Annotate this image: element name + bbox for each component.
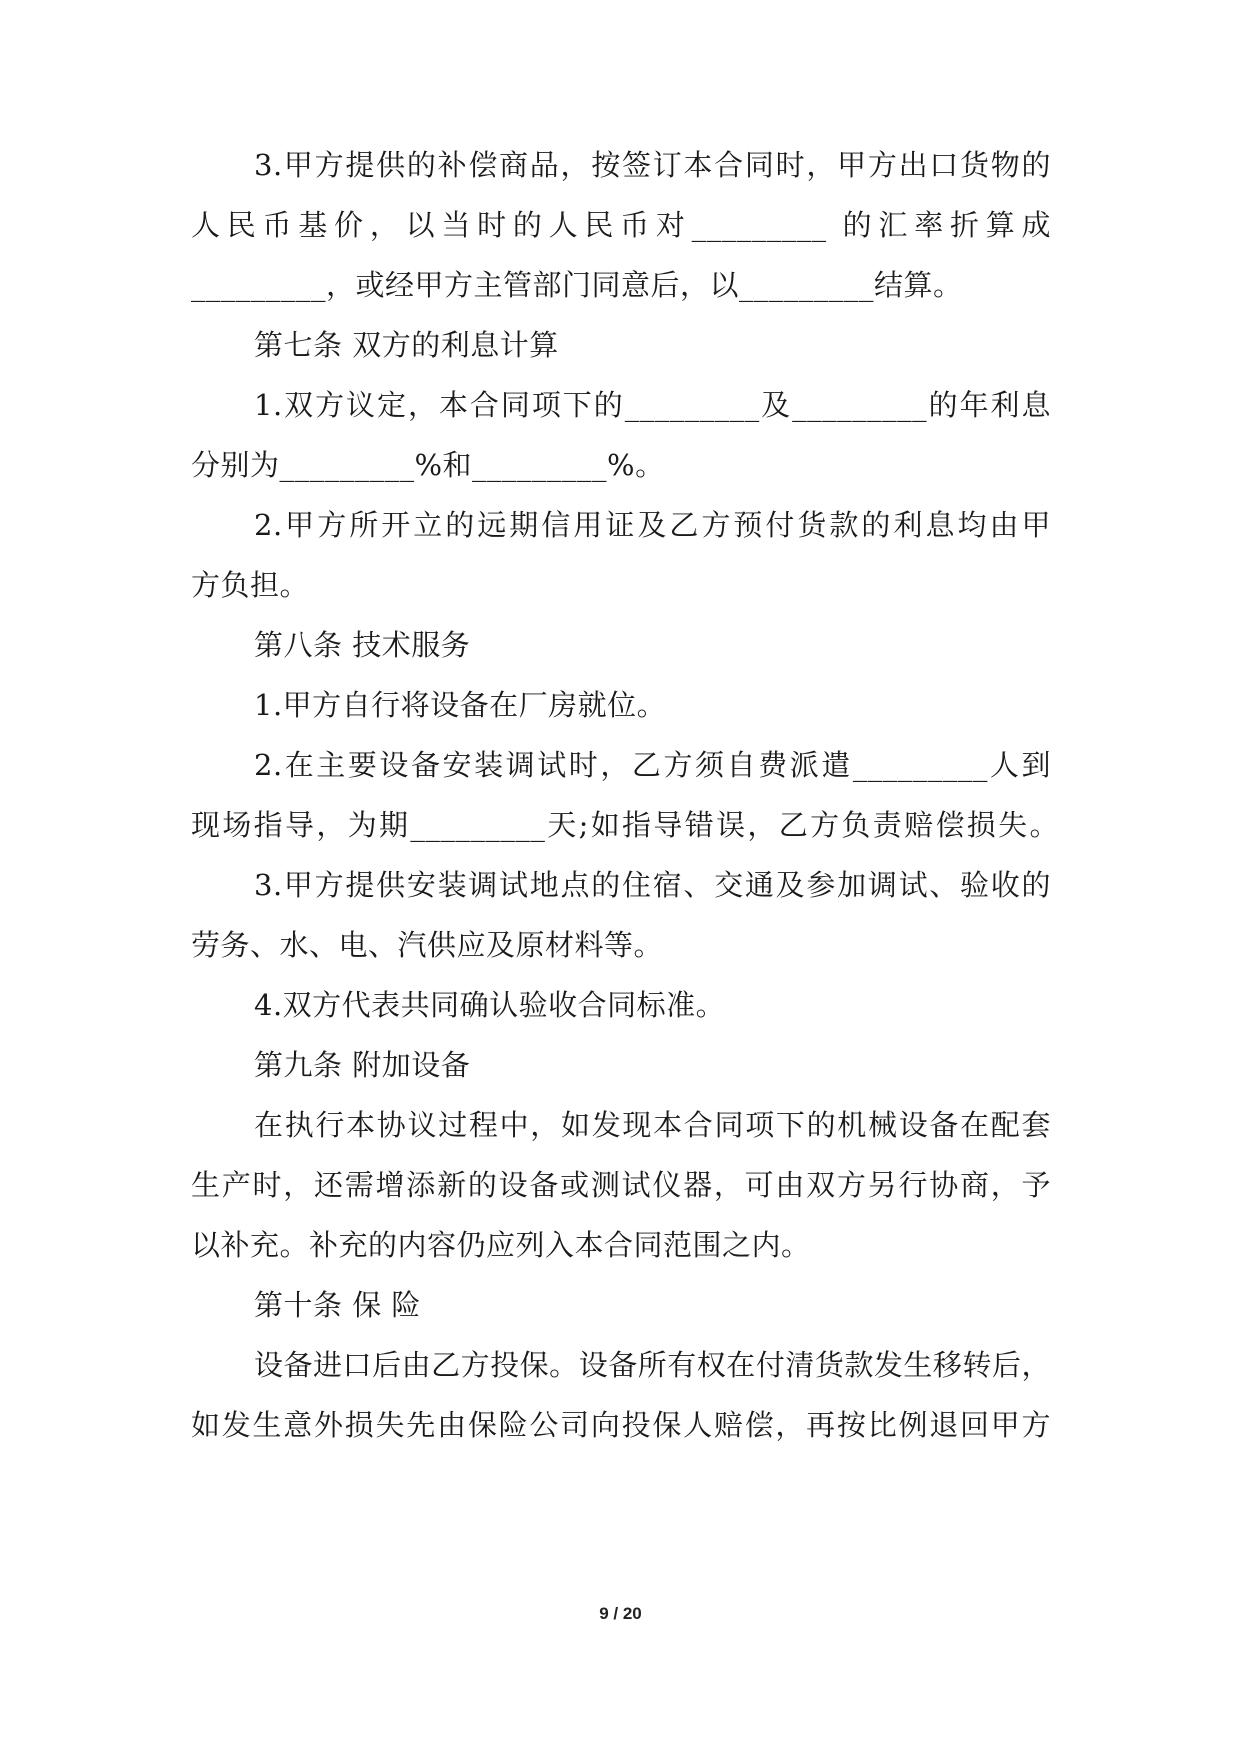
paragraph-line: 方负担。 [191, 568, 310, 602]
page-number: 9 / 20 [599, 1604, 642, 1623]
paragraph-line: 3.甲方提供安装调试地点的住宿、交通及参加调试、验收的 [254, 868, 1051, 902]
section-heading: 第八条 技术服务 [254, 628, 471, 662]
paragraph-line: 劳务、水、电、汽供应及原材料等。 [191, 928, 664, 962]
paragraph-line: 分别为_________%和_________%。 [191, 448, 665, 482]
paragraph-line: 1.双方议定，本合同项下的_________及_________的年利息 [254, 388, 1051, 422]
paragraph-line: 如发生意外损失先由保险公司向投保人赔偿，再按比例退回甲方 [191, 1408, 1051, 1442]
section-heading: 第九条 附加设备 [254, 1048, 471, 1082]
paragraph-line: 以补充。补充的内容仍应列入本合同范围之内。 [191, 1228, 811, 1262]
section-heading: 第十条 保 险 [254, 1288, 421, 1322]
paragraph-line: 在执行本协议过程中，如发现本合同项下的机械设备在配套 [254, 1108, 1051, 1142]
paragraph-line: 现场指导，为期_________天;如指导错误，乙方负责赔偿损失。 [191, 808, 1059, 842]
paragraph-line: 生产时，还需增添新的设备或测试仪器，可由双方另行协商，予 [191, 1168, 1051, 1202]
paragraph-line: 2.在主要设备安装调试时，乙方须自费派遣_________人到 [254, 748, 1051, 782]
paragraph-line: _________，或经甲方主管部门同意后，以_________结算。 [191, 268, 963, 302]
paragraph-line: 人民币基价，以当时的人民币对_________ 的汇率折算成 [191, 208, 1051, 242]
section-heading: 第七条 双方的利息计算 [254, 328, 559, 362]
paragraph-line: 1.甲方自行将设备在厂房就位。 [254, 688, 667, 722]
paragraph-line: 设备进口后由乙方投保。设备所有权在付清货款发生移转后， [254, 1348, 1051, 1382]
paragraph-line: 2.甲方所开立的远期信用证及乙方预付货款的利息均由甲 [254, 508, 1051, 542]
paragraph-line: 3.甲方提供的补偿商品，按签订本合同时，甲方出口货物的 [254, 148, 1051, 182]
paragraph-line: 4.双方代表共同确认验收合同标准。 [254, 988, 726, 1022]
